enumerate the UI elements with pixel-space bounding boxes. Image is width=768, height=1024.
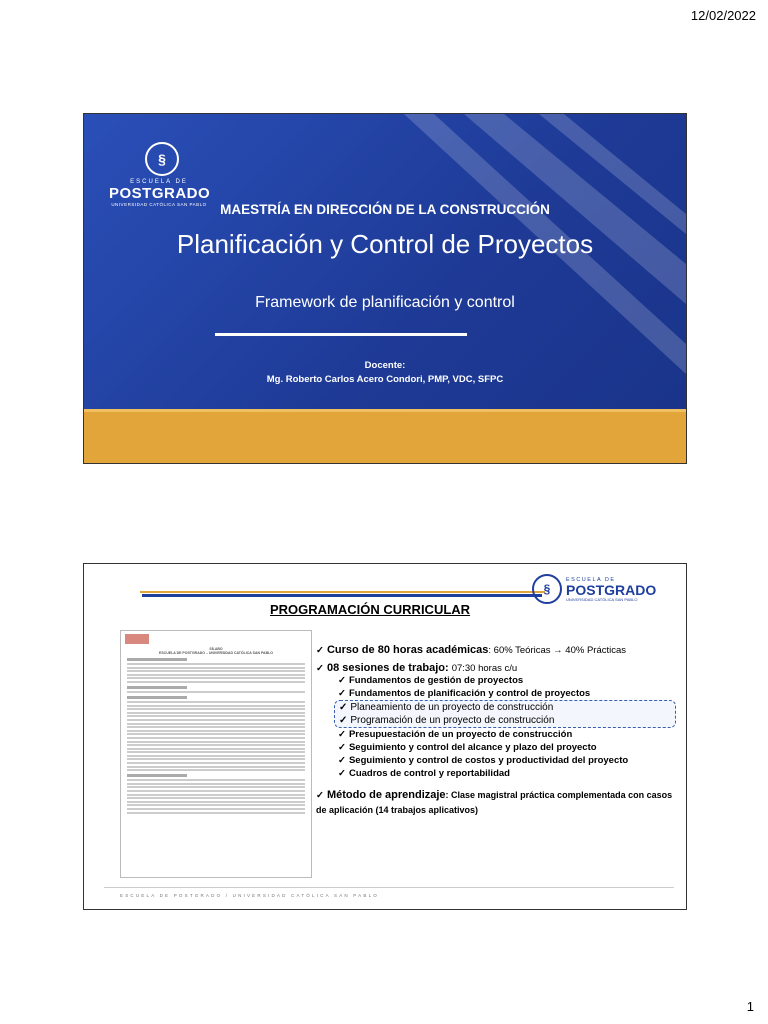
logo-postgrado-text: POSTGRADO — [566, 581, 657, 598]
list-item: ✓ Método de aprendizaje: Clase magistral práctica complementada con casos de aplicación (14 trabajos aplicativos) — [316, 789, 673, 815]
blue-header-bar — [142, 594, 542, 597]
syllabus-subheading: ESCUELA DE POSTGRADO – UNIVERSIDAD CATÓLICA SAN PABLO — [159, 651, 273, 655]
session-item: ✓ Presupuestación de un proyecto de construcción — [338, 729, 573, 740]
session-item: ✓ Fundamentos de gestión de proyectos — [338, 675, 524, 686]
course-title: Planificación y Control de Proyectos — [176, 229, 594, 259]
syllabus-logo — [125, 634, 149, 644]
postgrado-logo — [109, 142, 209, 207]
docente-label: Docente: — [364, 360, 406, 371]
program-subtitle: MAESTRÍA EN DIRECCIÓN DE LA CONSTRUCCIÓN — [220, 202, 550, 217]
list-item: ✓ 08 sesiones de trabajo: 07:30 horas c/u — [316, 662, 518, 674]
highlighted-sessions — [334, 700, 676, 728]
session-item: ✓ Seguimiento y control del alcance y plazo del proyecto — [338, 742, 597, 753]
session-item: ✓ Programación de un proyecto de construcción — [339, 715, 555, 726]
footer-rule — [104, 887, 674, 888]
logo-university-text: UNIVERSIDAD CATÓLICA SAN PABLO — [566, 596, 638, 602]
title-slide — [83, 113, 687, 464]
checkmark-icon: ✓ — [316, 645, 324, 656]
print-date: 12/02/2022 — [690, 8, 756, 23]
logo-emblem-icon: § — [145, 142, 179, 176]
syllabus-heading: SÍLABO — [209, 647, 223, 651]
gold-header-bar — [140, 591, 545, 593]
logo-escuela-text: ESCUELA DE — [130, 179, 188, 185]
title-underline — [215, 333, 467, 336]
syllabus-thumbnail — [120, 630, 312, 878]
footer-text: ESCUELA DE POSTGRADO / UNIVERSIDAD CATÓLICA SAN PABLO — [120, 893, 379, 898]
session-item: ✓ Planeamiento de un proyecto de construcción — [339, 702, 554, 713]
postgrado-logo-small — [532, 574, 656, 604]
session-topic: Framework de planificación y control — [255, 294, 515, 311]
checkmark-icon: ✓ — [316, 790, 324, 801]
slide-title: PROGRAMACIÓN CURRICULAR — [270, 602, 471, 617]
list-item: ✓ Curso de 80 horas académicas: 60% Teóricas → 40% Prácticas — [316, 644, 627, 656]
checkmark-icon: ✓ — [316, 663, 324, 674]
session-item: ✓ Fundamentos de planificación y control de proyectos — [338, 688, 591, 699]
page-number: 1 — [746, 999, 754, 1014]
logo-escuela-text: ESCUELA DE — [566, 576, 616, 583]
curriculum-slide — [83, 563, 687, 910]
gold-band — [84, 412, 686, 463]
curriculum-list — [316, 644, 676, 818]
logo-postgrado-text: POSTGRADO — [109, 185, 211, 202]
docente-name: Mg. Roberto Carlos Acero Condori, PMP, VDC, SFPC — [266, 374, 504, 385]
logo-university-text: UNIVERSIDAD CATÓLICA SAN PABLO — [111, 202, 207, 207]
session-item: ✓ Cuadros de control y reportabilidad — [338, 768, 510, 779]
logo-emblem-icon: § — [532, 574, 562, 604]
session-item: ✓ Seguimiento y control de costos y productividad del proyecto — [338, 755, 629, 766]
